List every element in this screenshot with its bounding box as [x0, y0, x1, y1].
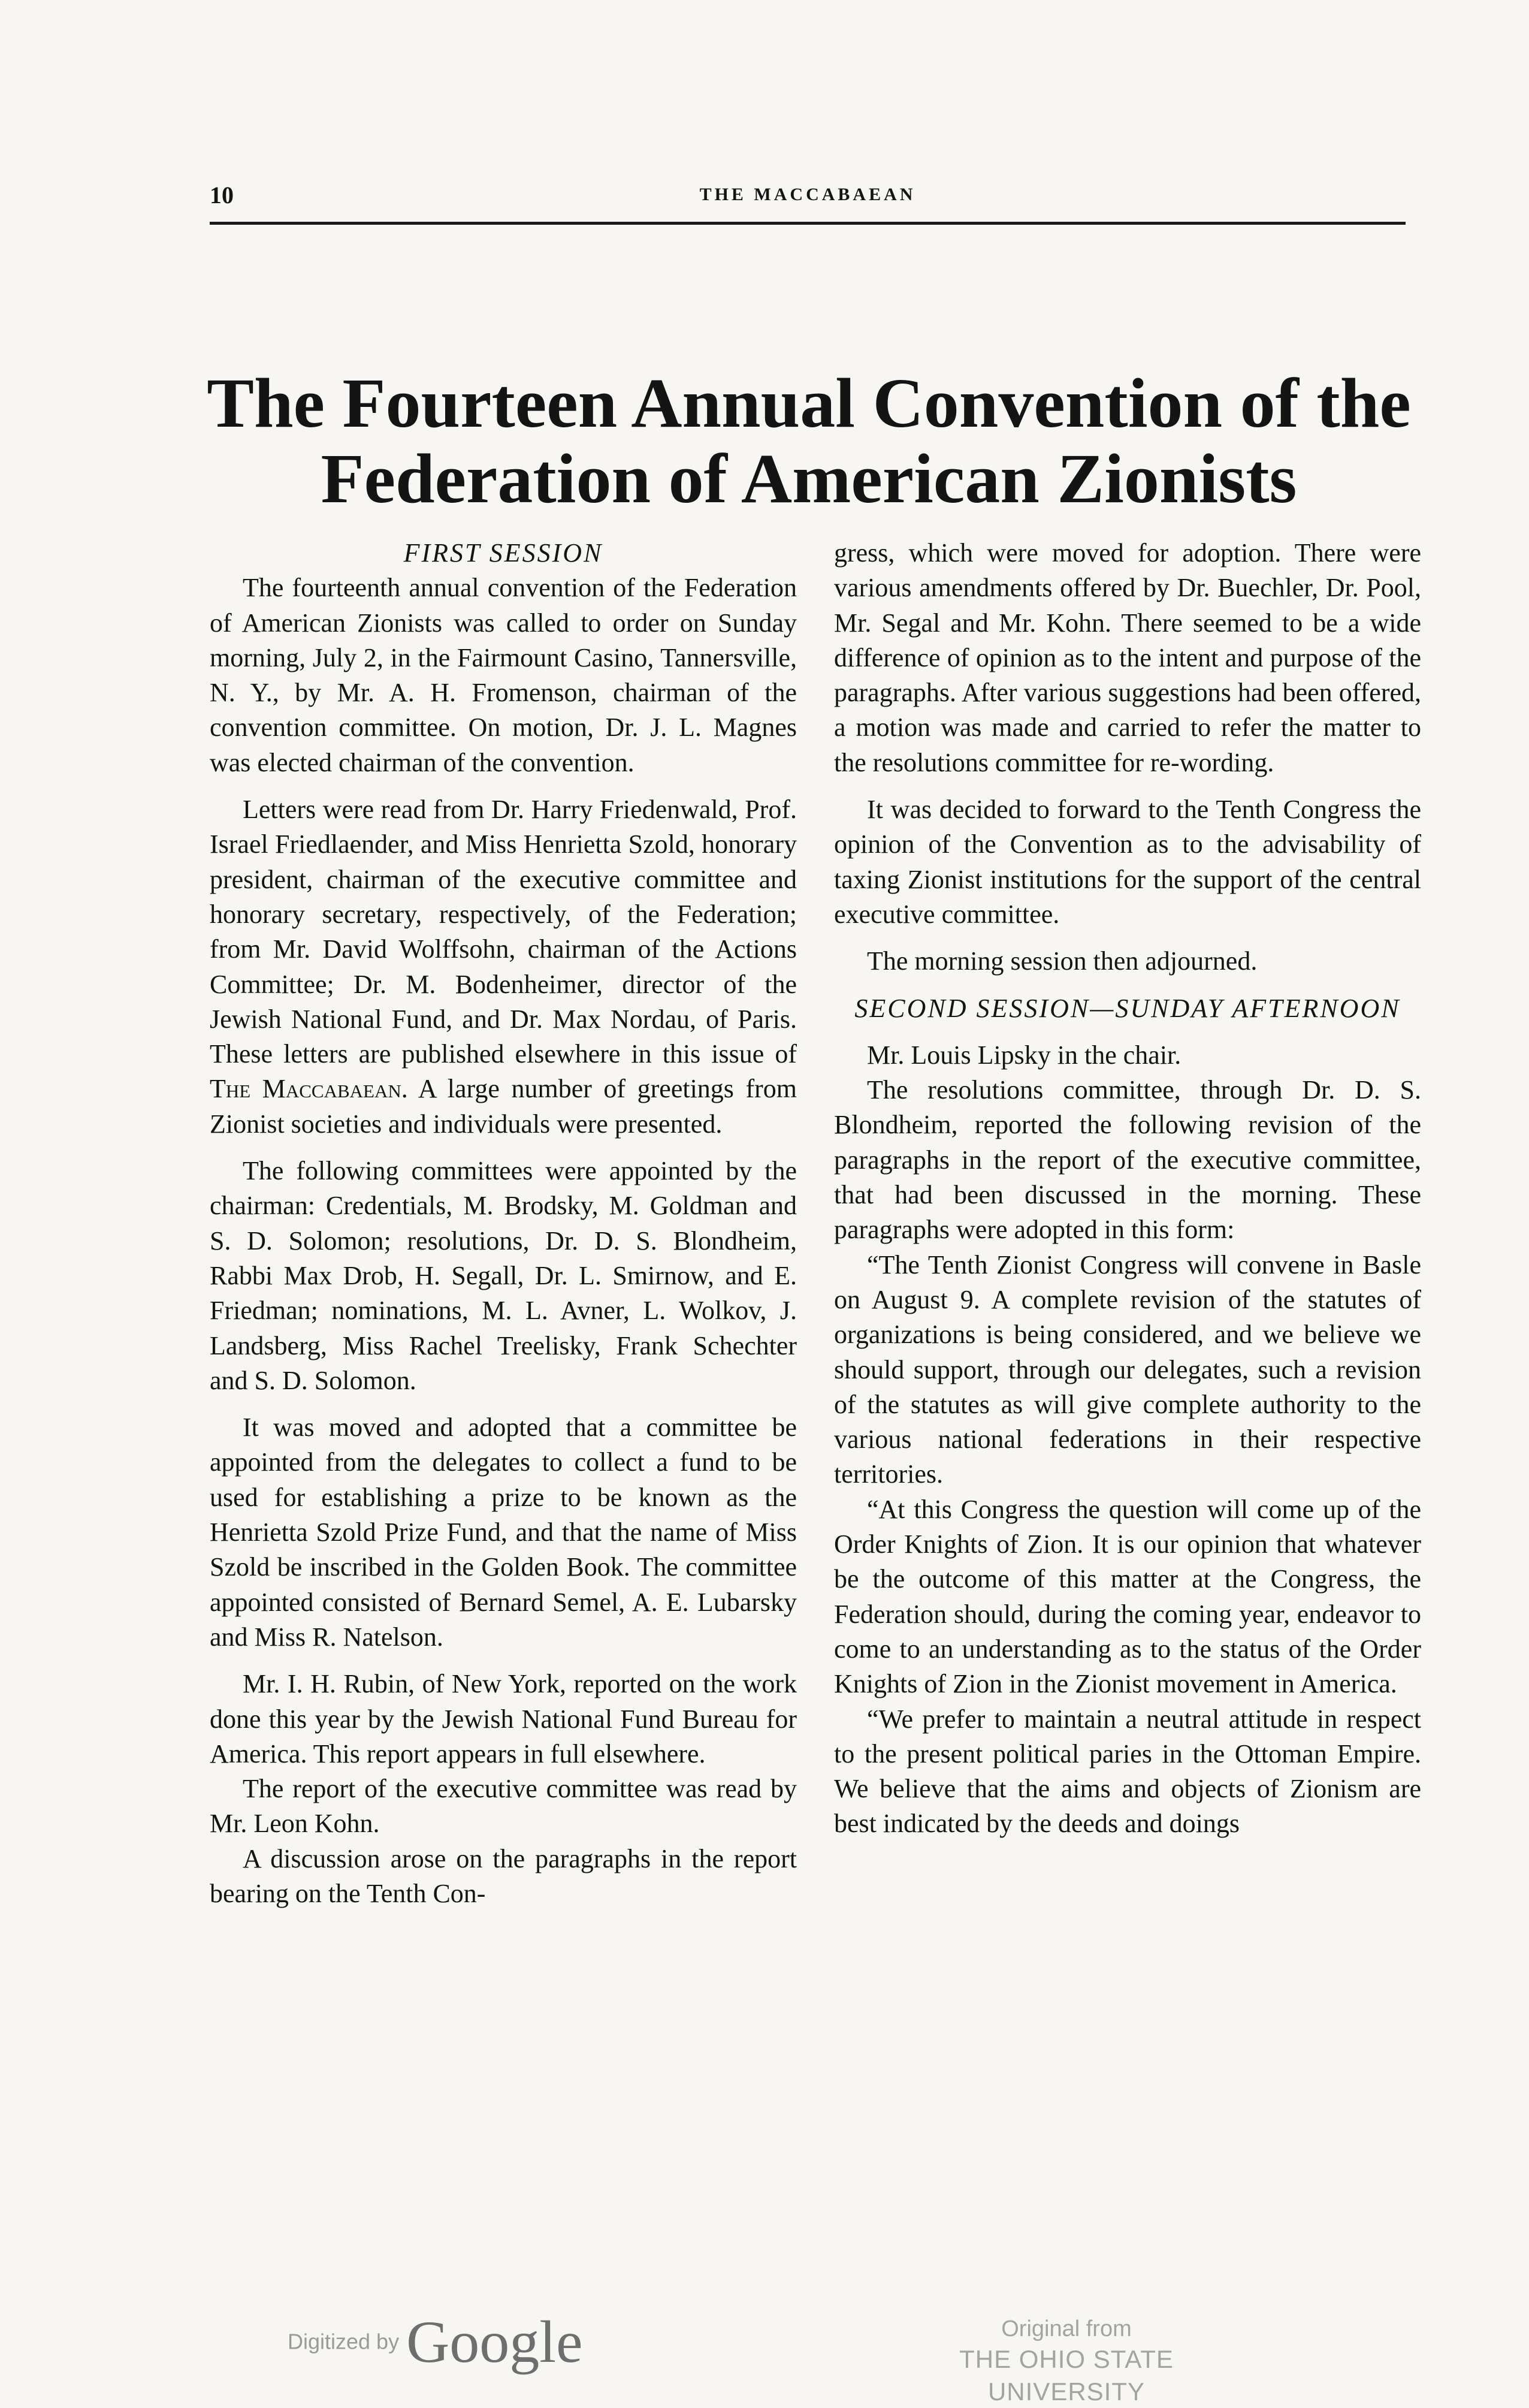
paragraph: gress, which were moved for adoption. There were various amendments offered by Dr. Buechler, Dr. Pool, Mr. Segal and Mr. Kohn. There seemed to be a wide difference of opinion as to the intent and purpose of the paragraphs. After various suggestions had been offered, a motion was made and carried to refer the matter to the resolutions committee for re-wording.	[834, 538, 1421, 777]
second-session-heading: SECOND SESSION—SUNDAY AFTERNOON	[854, 993, 1401, 1023]
first-session-heading: FIRST SESSION	[403, 538, 603, 568]
journal-name: THE MACCABAEAN	[699, 185, 916, 204]
institution-name: THE OHIO STATE UNIVERSITY	[959, 2345, 1174, 2406]
paragraph	[210, 792, 797, 1142]
article-title-line-1: The Fourteen Annual Convention of the	[207, 364, 1411, 442]
paragraph: The resolutions committee, through Dr. D. S. Blondheim, reported the following revision of the paragraphs in the report of the executive committee, that had been discussed in the morning. These paragraphs were adopted in this form:	[834, 1075, 1421, 1245]
paragraph: “We prefer to maintain a neutral attitude in respect to the present political paries in the Ottoman Empire. We believe that the aims and objects of Zionism are best indicated by the deeds and doings	[834, 1704, 1421, 1839]
paragraph: A discussion arose on the paragraphs in the report bearing on the Tenth Con-	[210, 1843, 797, 1908]
paragraph: The fourteenth annual convention of the Federation of American Zionists was called to order on Sunday morning, July 2, in the Fairmount Casino, Tannersville, N. Y., by Mr. A. H. Fromenson, chairman of the convention committee. On motion, Dr. J. L. Magnes was elected chairman of the convention.	[210, 573, 797, 777]
paragraph: “The Tenth Zionist Congress will convene in Basle on August 9. A complete revision of the statutes of organizations is being considered, and we believe we should support, through our delegates, such a revision of the statutes as will give complete authority to the various national federations in their respective territories.	[834, 1250, 1421, 1489]
paragraph-text: Letters were read from Dr. Harry Friedenwald, Prof. Israel Friedlaender, and Miss Henrietta Szold, honorary president, chairman of the executive committee and honorary secretary, respectively, of the Federation; from Mr. David Wolffsohn, chairman of the Actions Committee; Dr. M. Bodenheimer, director of the Jewish National Fund, and Dr. Max Nordau, of Paris. These letters are published elsewhere in this issue of	[210, 795, 797, 1069]
paragraph: The following committees were appointed by the chairman: Credentials, M. Brodsky, M. Goldman and S. D. Solomon; resolutions, Dr. D. S. Blondheim, Rabbi Max Drob, H. Segall, Dr. L. Smirnow, and E. Friedman; nominations, M. L. Avner, L. Wolkov, J. Landsberg, Miss Rachel Treelisky, Frank Schechter and S. D. Solomon.	[210, 1156, 797, 1395]
header-rule	[210, 222, 1406, 225]
google-logo: Google	[406, 2309, 583, 2375]
original-from-label: Original from	[1001, 2316, 1132, 2341]
digitized-by-label: Digitized by	[288, 2329, 400, 2354]
paragraph-text: . A large number of greetings from Zionist societies and individuals were presented.	[210, 1074, 797, 1139]
article-title-line-2: Federation of American Zionists	[321, 439, 1297, 518]
paragraph: “At this Congress the question will come up of the Order Knights of Zion. It is our opinion that whatever be the outcome of this matter at the Congress, the Federation should, during the coming year, endeavor to come to an understanding as to the status of the Order Knights of Zion in the Zionist movement in America.	[834, 1494, 1421, 1699]
right-column	[834, 536, 1421, 1842]
article-title	[180, 366, 1438, 517]
journal-reference: The Maccabaean	[210, 1074, 401, 1104]
left-column	[210, 536, 797, 1911]
paragraph: The morning session then adjourned.	[867, 946, 1258, 976]
paragraph: It was moved and adopted that a committee be appointed from the delegates to collect a fund to be used for establishing a prize to be known as the Henrietta Szold Prize Fund, and that the name of Miss Szold be inscribed in the Golden Book. The committee appointed consisted of Bernard Semel, A. E. Lubarsky and Miss R. Natelson.	[210, 1413, 797, 1652]
page-number: 10	[210, 182, 234, 209]
paragraph: The report of the executive committee was read by Mr. Leon Kohn.	[210, 1774, 797, 1839]
paragraph: It was decided to forward to the Tenth Congress the opinion of the Convention as to the advisability of taxing Zionist institutions for the support of the central executive committee.	[834, 795, 1421, 929]
digitization-credit	[288, 2307, 583, 2375]
paragraph: Mr. Louis Lipsky in the chair.	[867, 1040, 1182, 1070]
running-head	[210, 181, 1406, 217]
source-credit	[881, 2315, 1252, 2408]
paragraph: Mr. I. H. Rubin, of New York, reported on the work done this year by the Jewish National Fund Bureau for America. This report appears in full elsewhere.	[210, 1669, 797, 1769]
